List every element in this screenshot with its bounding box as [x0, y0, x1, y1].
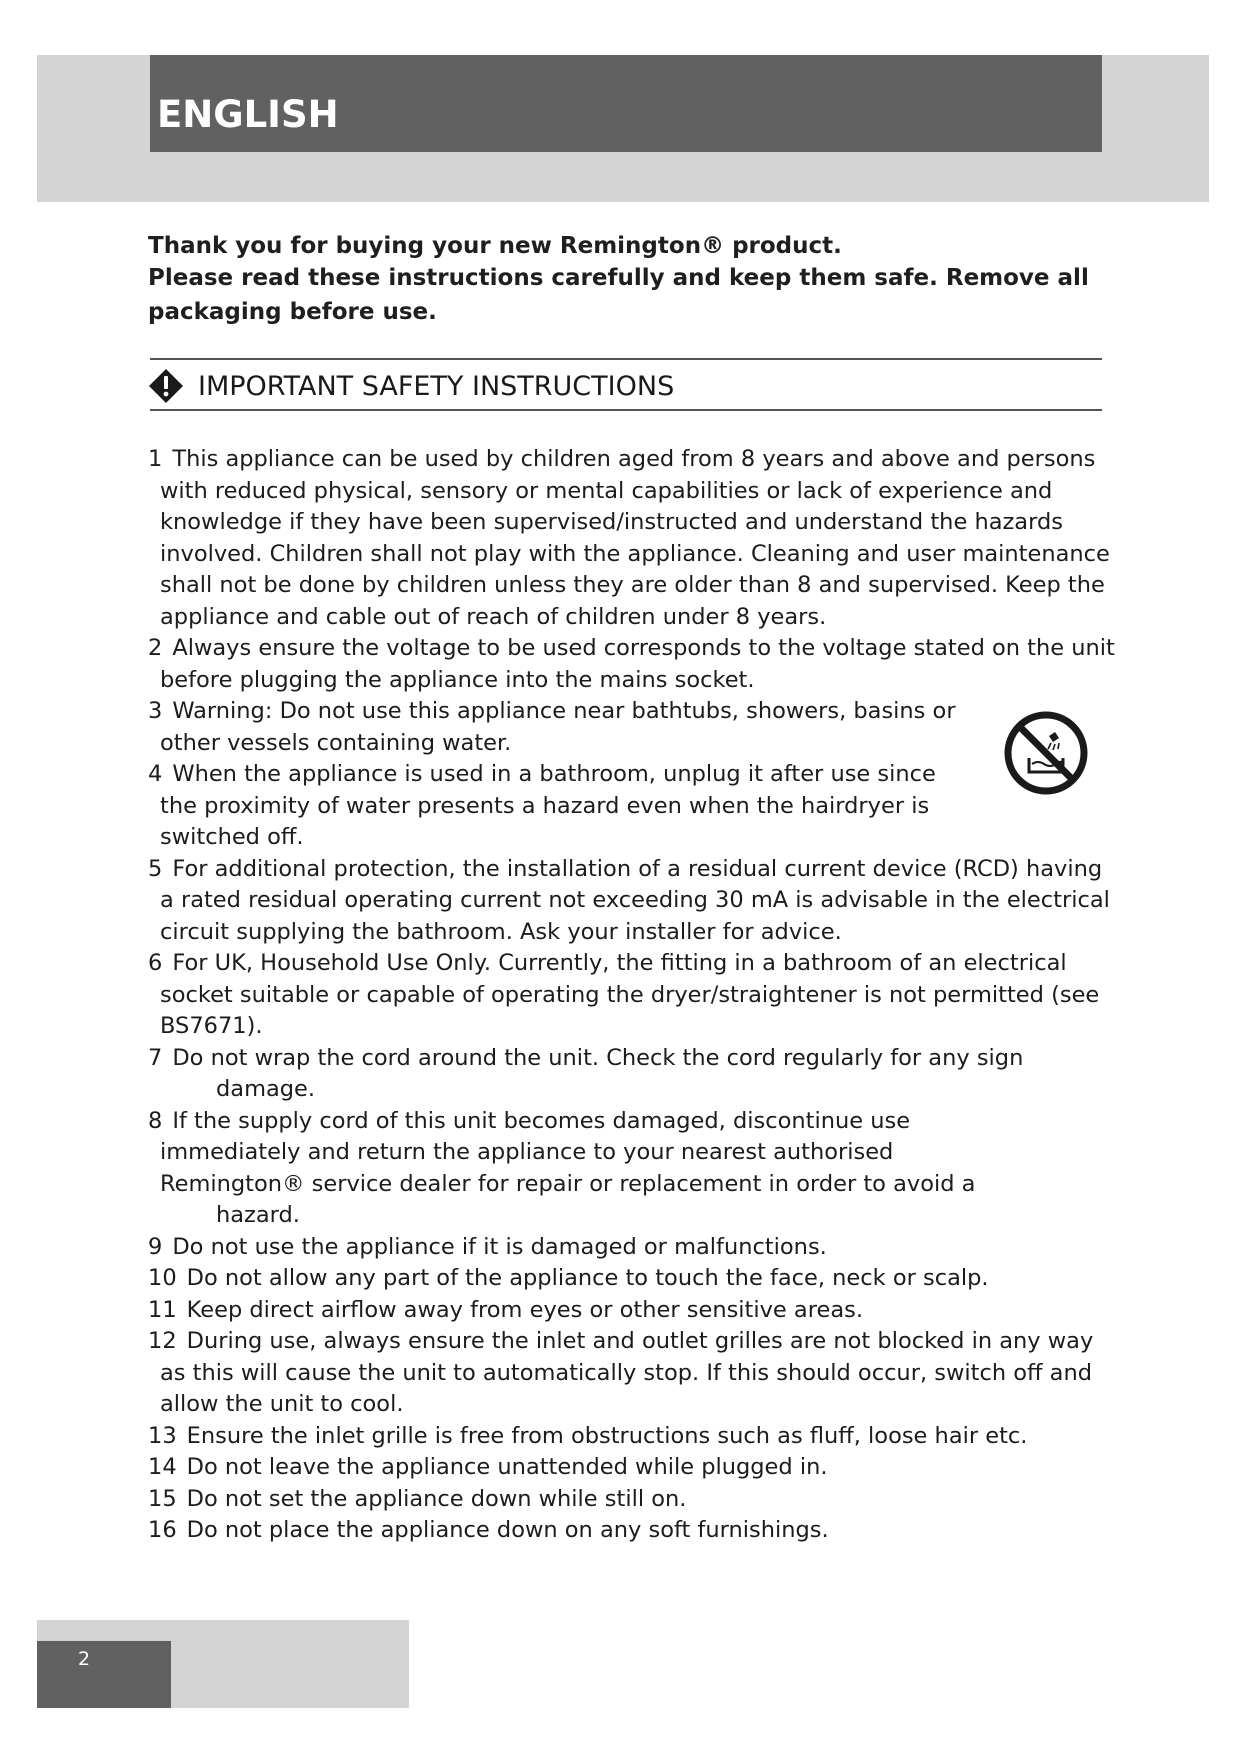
page-number: 2 [78, 1648, 91, 1670]
list-item: 5 For additional protection, the installation of a residual current device (RCD) having a rated residual operating current not exceeding 30 mA is advisable in the electrical circuit supplying the bathroom. Ask your installer for advice. [148, 855, 1110, 945]
warning-diamond-icon [148, 368, 184, 404]
safety-instructions-list [148, 444, 1115, 1547]
page-title: ENGLISH [157, 93, 339, 136]
list-item: 7 Do not wrap the cord around the unit. Check the cord regularly for any sign damage. [148, 1044, 1024, 1102]
page-number-box [37, 1641, 171, 1708]
safety-heading [148, 366, 674, 406]
list-item: 6 For UK, Household Use Only. Currently, the fitting in a bathroom of an electrical socket suitable or capable of operating the dryer/straightener is not permitted (see BS7671). [148, 950, 1100, 1039]
intro-line-1: Thank you for buying your new Remington® product. [148, 233, 842, 259]
list-item: 1 This appliance can be used by children aged from 8 years and above and persons with reduced physical, sensory or mental capabilities or lack of experience and knowledge if they have been supervised/instructed and understand the hazards involved. Children shall not play with the appliance. Cleaning and user maintenance shall not be done by children unless they are older than 8 and supervised. Keep the appliance and cable out of reach of children under 8 years. [148, 446, 1110, 630]
section-rule-top [150, 358, 1102, 360]
list-item: 15 Do not set the appliance down while still on. [148, 1485, 687, 1512]
list-item: 2 Always ensure the voltage to be used corresponds to the voltage stated on the unit before plugging the appliance into the mains socket. [148, 635, 1115, 693]
list-item: 12 During use, always ensure the inlet and outlet grilles are not blocked in any way as this will cause the unit to automatically stop. If this should occur, switch off and allow the unit to cool. [148, 1328, 1094, 1417]
intro-line-2: Please read these instructions carefully and keep them safe. Remove all [148, 265, 1089, 291]
list-item: 9 Do not use the appliance if it is damaged or malfunctions. [148, 1233, 827, 1260]
intro-text [148, 230, 1108, 328]
list-item: 14 Do not leave the appliance unattended while plugged in. [148, 1454, 828, 1480]
safety-title: IMPORTANT SAFETY INSTRUCTIONS [198, 370, 675, 402]
list-item: 8 If the supply cord of this unit becomes damaged, discontinue use immediately and return the appliance to your nearest authorised Remington® service dealer for repair or replacement in order to avoid a hazard. [148, 1107, 976, 1228]
list-item: 11 Keep direct airflow away from eyes or other sensitive areas. [148, 1296, 863, 1323]
list-item: 3 Warning: Do not use this appliance near bathtubs, showers, basins or other vessels containing water. [148, 698, 956, 756]
list-item: 13 Ensure the inlet grille is free from obstructions such as fluff, loose hair etc. [148, 1422, 1028, 1449]
section-rule-bottom [150, 409, 1102, 411]
list-item: 10 Do not allow any part of the appliance to touch the face, neck or scalp. [148, 1265, 989, 1291]
intro-line-3: packaging before use. [148, 299, 437, 325]
list-item: 4 When the appliance is used in a bathroom, unplug it after use since the proximity of water presents a hazard even when the hairdryer is switched off. [148, 761, 936, 850]
list-item: 16 Do not place the appliance down on any soft furnishings. [148, 1517, 829, 1543]
